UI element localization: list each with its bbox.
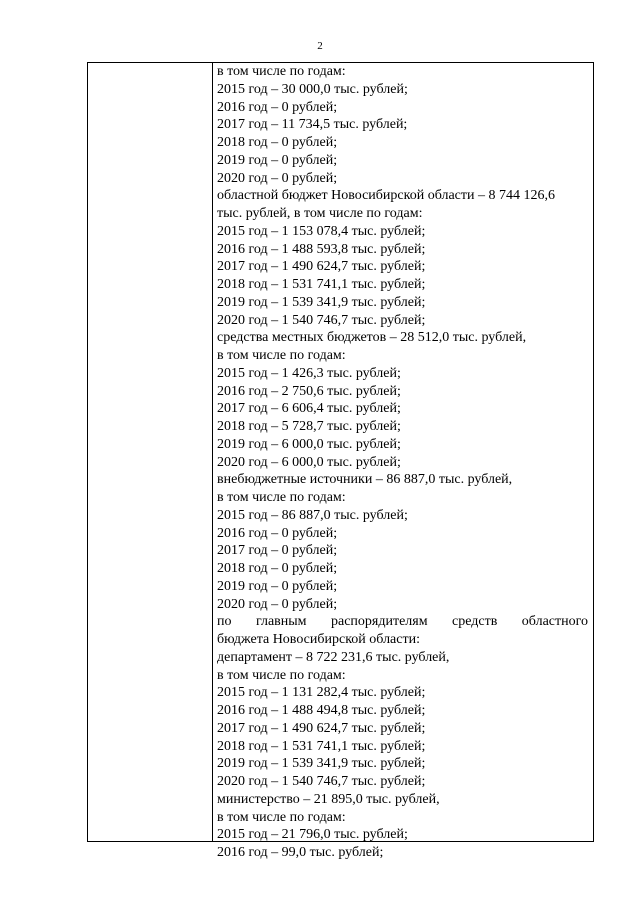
text-line: 2016 год – 0 рублей;: [217, 525, 338, 541]
text-line: 2019 год – 1 539 341,9 тыс. рублей;: [217, 294, 426, 310]
text-line: в том числе по годам:: [217, 64, 346, 79]
text-line: по главным распорядителям средств областного: [217, 614, 588, 630]
funding-table: [87, 62, 594, 860]
text-line: 2017 год – 1 490 624,7 тыс. рублей;: [217, 720, 426, 736]
text-line: областной бюджет Новосибирской области – 8 744 126,6: [217, 188, 555, 204]
text-line: в том числе по годам:: [217, 667, 346, 683]
text-line: 2015 год – 21 796,0 тыс. рублей;: [217, 827, 408, 843]
text-line: 2018 год – 1 531 741,1 тыс. рублей;: [217, 277, 426, 292]
text-line: 2018 год – 0 рублей;: [217, 135, 338, 150]
text-line: в том числе по годам:: [217, 809, 346, 825]
text-line: средства местных бюджетов – 28 512,0 тыс. рублей,: [217, 330, 527, 346]
text-line: 2020 год – 1 540 746,7 тыс. рублей;: [217, 774, 426, 789]
text-line: 2017 год – 6 606,4 тыс. рублей;: [217, 401, 401, 417]
text-line: 2019 год – 6 000,0 тыс. рублей;: [217, 436, 401, 452]
text-line: 2018 год – 1 531 741,1 тыс. рублей;: [217, 738, 426, 754]
text-line: 2019 год – 0 рублей;: [217, 578, 338, 594]
text-line: департамент – 8 722 231,6 тыс. рублей,: [217, 649, 450, 665]
text-line: 2019 год – 0 рублей;: [217, 152, 338, 168]
text-line: 2015 год – 1 153 078,4 тыс. рублей;: [217, 223, 426, 239]
text-line: в том числе по годам:: [217, 348, 346, 363]
text-line: в том числе по годам:: [217, 490, 346, 505]
text-line: 2020 год – 0 рублей;: [217, 170, 338, 186]
text-line: 2016 год – 2 750,6 тыс. рублей;: [217, 383, 401, 399]
text-line: 2015 год – 1 131 282,4 тыс. рублей;: [217, 685, 426, 701]
text-line: 2020 год – 6 000,0 тыс. рублей;: [217, 454, 401, 470]
text-line: бюджета Новосибирской области:: [217, 632, 420, 647]
text-line: 2016 год – 99,0 тыс. рублей;: [217, 845, 384, 860]
text-line: 2017 год – 11 734,5 тыс. рублей;: [217, 117, 408, 133]
text-line: 2017 год – 1 490 624,7 тыс. рублей;: [217, 259, 426, 275]
text-line: внебюджетные источники – 86 887,0 тыс. рублей,: [217, 472, 513, 488]
text-line: 2018 год – 5 728,7 тыс. рублей;: [217, 419, 401, 434]
text-line: 2016 год – 1 488 494,8 тыс. рублей;: [217, 703, 426, 718]
text-line: 2019 год – 1 539 341,9 тыс. рублей;: [217, 756, 426, 772]
text-line: 2020 год – 1 540 746,7 тыс. рублей;: [217, 312, 426, 328]
table-left-cell: [88, 63, 212, 841]
column-divider: [212, 63, 213, 841]
text-line: 2015 год – 1 426,3 тыс. рублей;: [217, 365, 401, 381]
text-line: тыс. рублей, в том числе по годам:: [217, 206, 423, 221]
text-line: 2015 год – 86 887,0 тыс. рублей;: [217, 507, 408, 523]
text-line: 2015 год – 30 000,0 тыс. рублей;: [217, 81, 408, 97]
text-line: 2016 год – 0 рублей;: [217, 99, 338, 115]
text-line: министерство – 21 895,0 тыс. рублей,: [217, 791, 440, 807]
text-line: 2016 год – 1 488 593,8 тыс. рублей;: [217, 241, 426, 257]
text-line: 2017 год – 0 рублей;: [217, 543, 338, 559]
table-right-cell: [217, 63, 588, 860]
text-line: 2020 год – 0 рублей;: [217, 596, 338, 612]
page-number: 2: [317, 40, 323, 52]
text-line: 2018 год – 0 рублей;: [217, 561, 338, 576]
